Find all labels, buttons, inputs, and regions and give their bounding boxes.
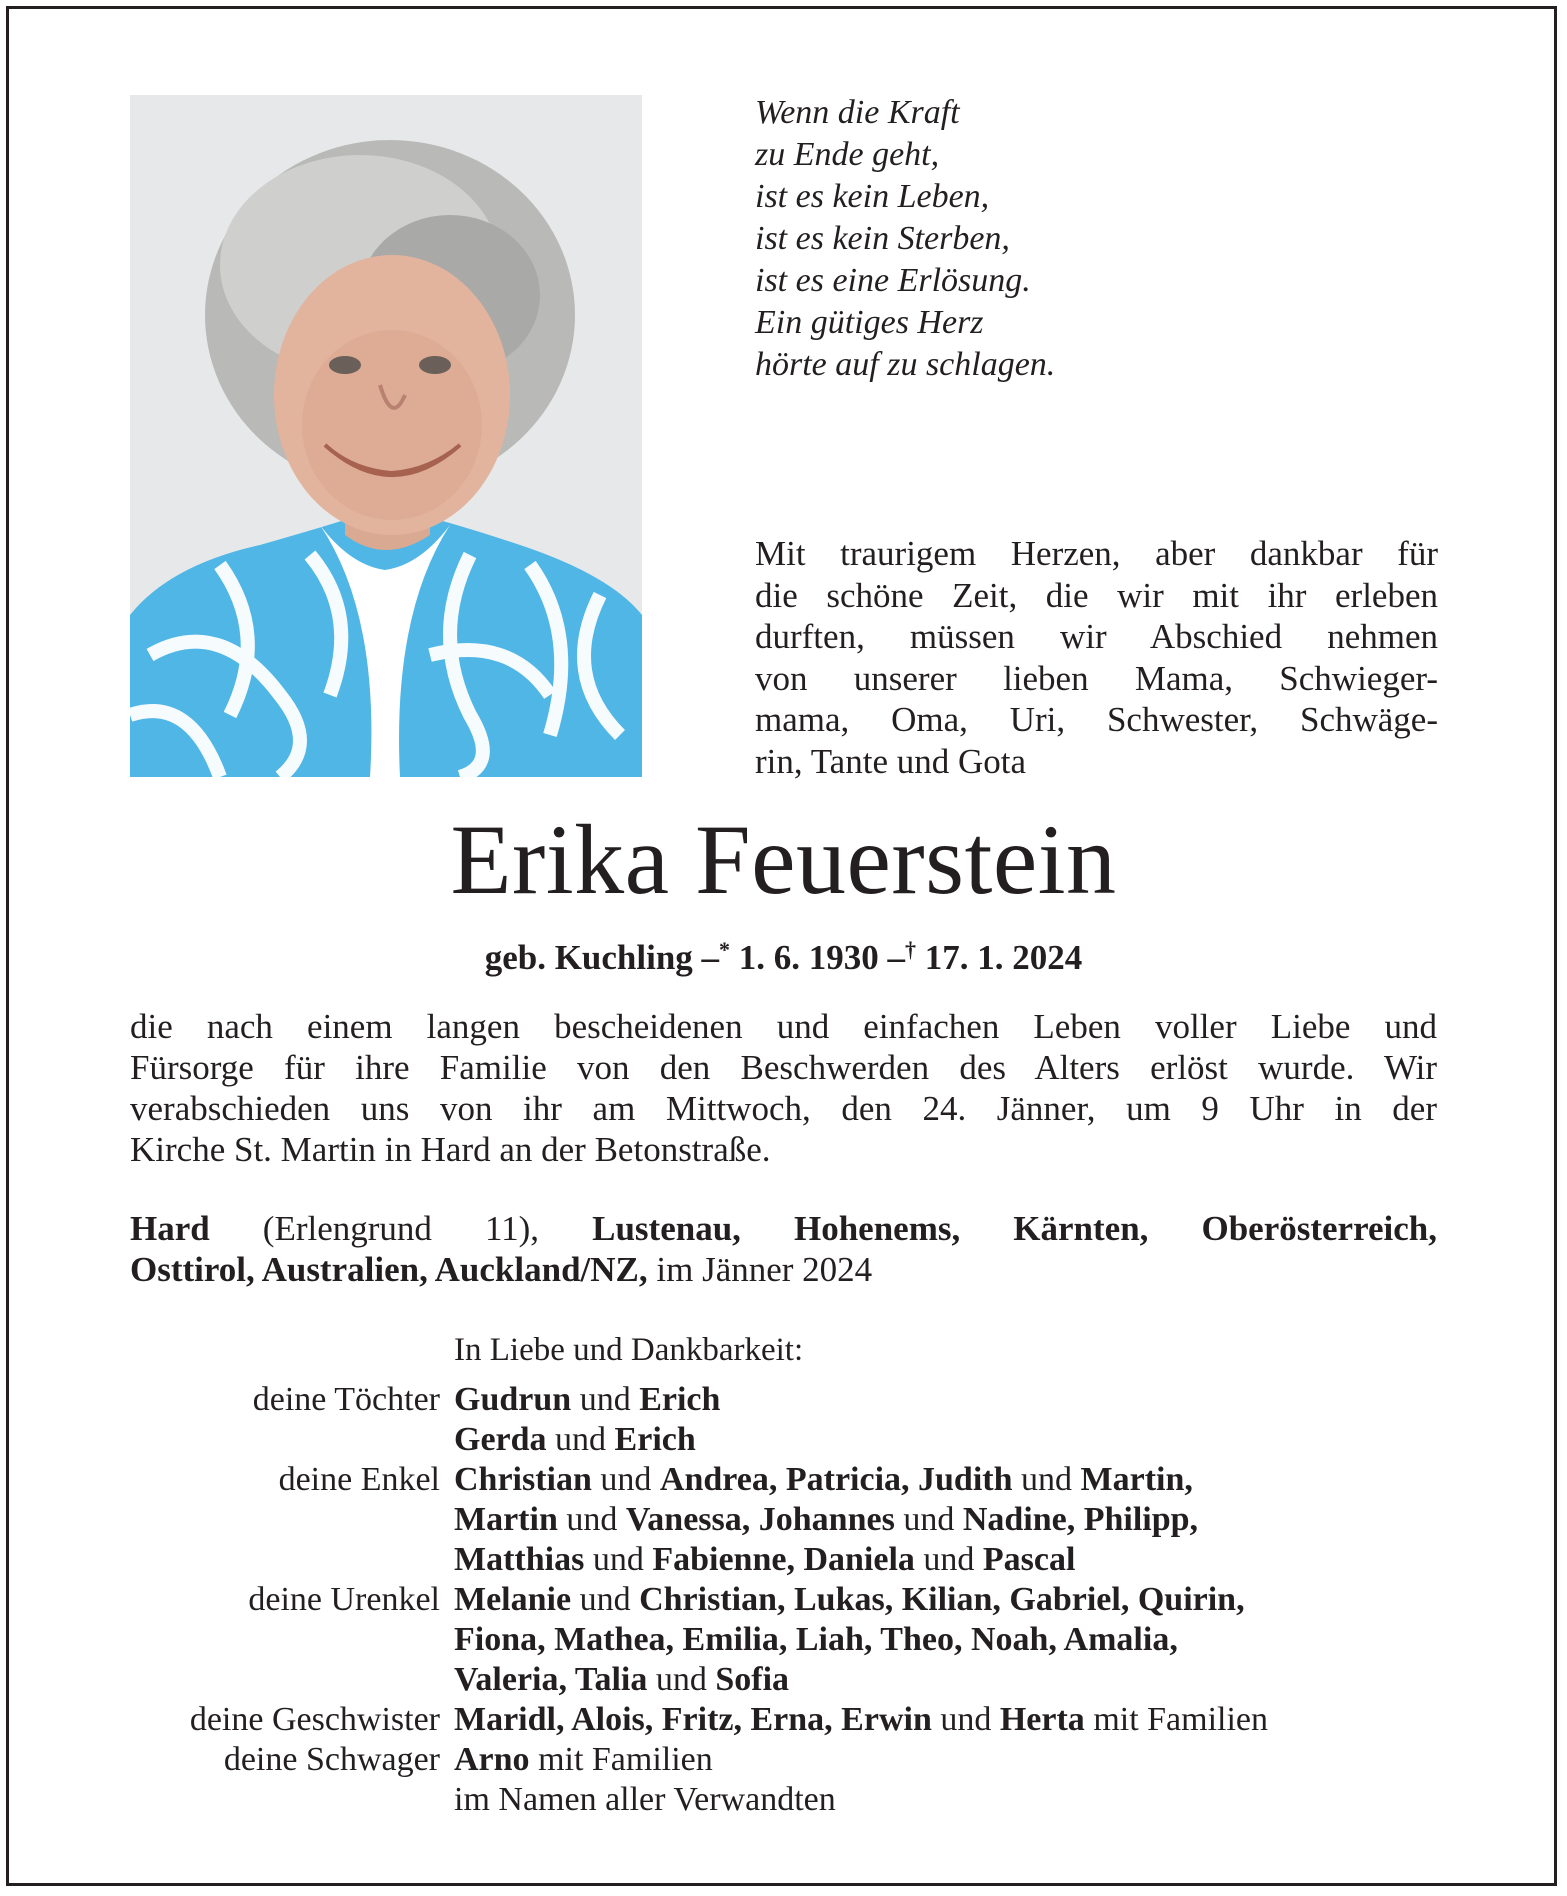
connector-text: und — [571, 1581, 640, 1618]
relative-name: Christian, Lukas, Kilian, Gabriel, Quirin, — [639, 1581, 1245, 1618]
names-line — [454, 1740, 836, 1780]
died-symbol: † — [905, 937, 917, 962]
relation-label: deine Urenkel — [248, 1581, 440, 1618]
poem-line: ist es kein Leben, — [755, 178, 990, 215]
announcement-line: Kirche St. Martin in Hard an der Betonstraße. — [130, 1130, 771, 1169]
relative-name: Pascal — [982, 1541, 1076, 1578]
signature-group — [130, 1700, 1450, 1740]
relative-name: Nadine, Philipp, — [962, 1501, 1199, 1538]
connector-text: und — [571, 1381, 640, 1418]
names-line — [454, 1580, 1245, 1620]
poem-line: zu Ende geht, — [755, 136, 940, 173]
relative-name: Arno — [454, 1741, 530, 1778]
connector-text: und — [914, 1541, 983, 1578]
names-line — [454, 1420, 720, 1460]
relation-label: deine Enkel — [278, 1461, 440, 1498]
relative-names — [454, 1580, 1245, 1700]
intro-line: durften, müssen wir Abschied nehmen — [755, 617, 1438, 656]
deceased-name: Erika Feuerstein — [450, 804, 1117, 915]
relative-name: Andrea, Patricia, Judith — [659, 1461, 1013, 1498]
connector-text: und — [591, 1461, 660, 1498]
connector-text: und — [584, 1541, 653, 1578]
announcement-line: verabschieden uns von ihr am Mittwoch, den 24. Jänner, um 9 Uhr in der — [130, 1089, 1437, 1128]
relative-name: Fabienne, Daniela — [652, 1541, 915, 1578]
places-line2: Osttirol, Australien, Auckland/NZ, — [130, 1250, 648, 1289]
poem-line: Wenn die Kraft — [755, 94, 960, 131]
connector-text: mit Familien — [1084, 1701, 1269, 1738]
relation-label: deine Schwager — [223, 1741, 440, 1778]
poem — [755, 92, 1055, 386]
signature-heading: In Liebe und Dankbarkeit: — [454, 1332, 804, 1368]
places-and-date — [130, 1208, 1437, 1290]
relative-name: Sofia — [715, 1661, 790, 1698]
relative-names — [454, 1740, 836, 1820]
intro-line: Mit traurigem Herzen, aber dankbar für — [755, 534, 1438, 573]
intro-line: die schöne Zeit, die wir mit ihr erleben — [755, 575, 1438, 615]
relative-name: Christian — [454, 1461, 592, 1498]
connector-text: mit Familien — [529, 1741, 713, 1778]
life-dates: geb. Kuchling –* 1. 6. 1930 –† 17. 1. 2024 — [484, 937, 1083, 977]
relative-names — [454, 1380, 720, 1460]
poem-line: ist es eine Erlösung. — [755, 262, 1031, 299]
signature-list — [130, 1380, 1450, 1820]
intro-line: von unserer lieben Mama, Schwieger- — [755, 658, 1438, 698]
relation-label: deine Töchter — [252, 1381, 440, 1418]
funeral-announcement — [130, 1006, 1437, 1170]
names-line — [454, 1780, 836, 1820]
connector-text: und — [557, 1501, 626, 1538]
intro-line: mama, Oma, Uri, Schwester, Schwäge- — [755, 700, 1438, 739]
signature-group — [130, 1740, 1450, 1820]
names-line — [454, 1540, 1198, 1580]
relative-name: Maridl, Alois, Fritz, Erna, Erwin — [454, 1701, 932, 1738]
connector-text: und — [647, 1661, 716, 1698]
relation-label: deine Geschwister — [189, 1701, 440, 1738]
connector-text: und — [1012, 1461, 1081, 1498]
signature-group — [130, 1460, 1450, 1580]
connector-text: und — [894, 1501, 963, 1538]
announcement-line: die nach einem langen bescheidenen und einfachen Leben voller Liebe und — [130, 1007, 1437, 1046]
relative-names — [454, 1700, 1268, 1740]
portrait-photo — [130, 95, 642, 777]
birth-name: geb. Kuchling — [484, 938, 693, 977]
relative-name: Gerda — [454, 1421, 547, 1458]
poem-line: ist es kein Sterben, — [755, 220, 1010, 257]
poem-line: hörte auf zu schlagen. — [755, 346, 1056, 383]
relative-name: Matthias — [454, 1541, 585, 1578]
birth-date: 1. 6. 1930 — [738, 938, 879, 977]
relative-name: Fiona, Mathea, Emilia, Liah, Theo, Noah, Amalia, — [454, 1621, 1178, 1658]
names-line — [454, 1620, 1245, 1660]
notice-date: im Jänner 2024 — [647, 1250, 873, 1289]
relative-name: Martin, — [1080, 1461, 1193, 1498]
places-line1: Lustenau, Hohenems, Kärnten, Oberösterreich, — [592, 1209, 1437, 1248]
relative-name: Erich — [614, 1421, 696, 1458]
relative-name: Erich — [639, 1381, 721, 1418]
relative-name: Vanessa, Johannes — [625, 1501, 895, 1538]
address: (Erlengrund 11), — [209, 1209, 593, 1248]
relative-name: Martin — [454, 1501, 558, 1538]
relative-name: Herta — [999, 1701, 1085, 1738]
connector-text: und — [931, 1701, 1000, 1738]
death-date: 17. 1. 2024 — [924, 938, 1083, 977]
intro-line: rin, Tante und Gota — [755, 741, 1027, 781]
place-hard: Hard — [130, 1209, 210, 1248]
relative-name: Valeria, Talia — [454, 1661, 648, 1698]
signature-group — [130, 1380, 1450, 1460]
names-line — [454, 1460, 1198, 1500]
names-line — [454, 1380, 720, 1420]
connector-text: und — [546, 1421, 615, 1458]
intro-text — [755, 533, 1438, 782]
relative-name: Gudrun — [454, 1381, 572, 1418]
names-line — [454, 1500, 1198, 1540]
announcement-line: Fürsorge für ihre Familie von den Beschwerden des Alters erlöst wurde. Wir — [130, 1048, 1437, 1087]
names-line — [454, 1660, 1245, 1700]
relative-names — [454, 1460, 1198, 1580]
poem-line: Ein gütiges Herz — [755, 304, 984, 341]
names-line — [454, 1700, 1268, 1740]
relative-name: Melanie — [454, 1581, 572, 1618]
signature-group — [130, 1580, 1450, 1700]
connector-text: im Namen aller Verwandten — [454, 1781, 836, 1818]
born-symbol: * — [719, 937, 731, 962]
